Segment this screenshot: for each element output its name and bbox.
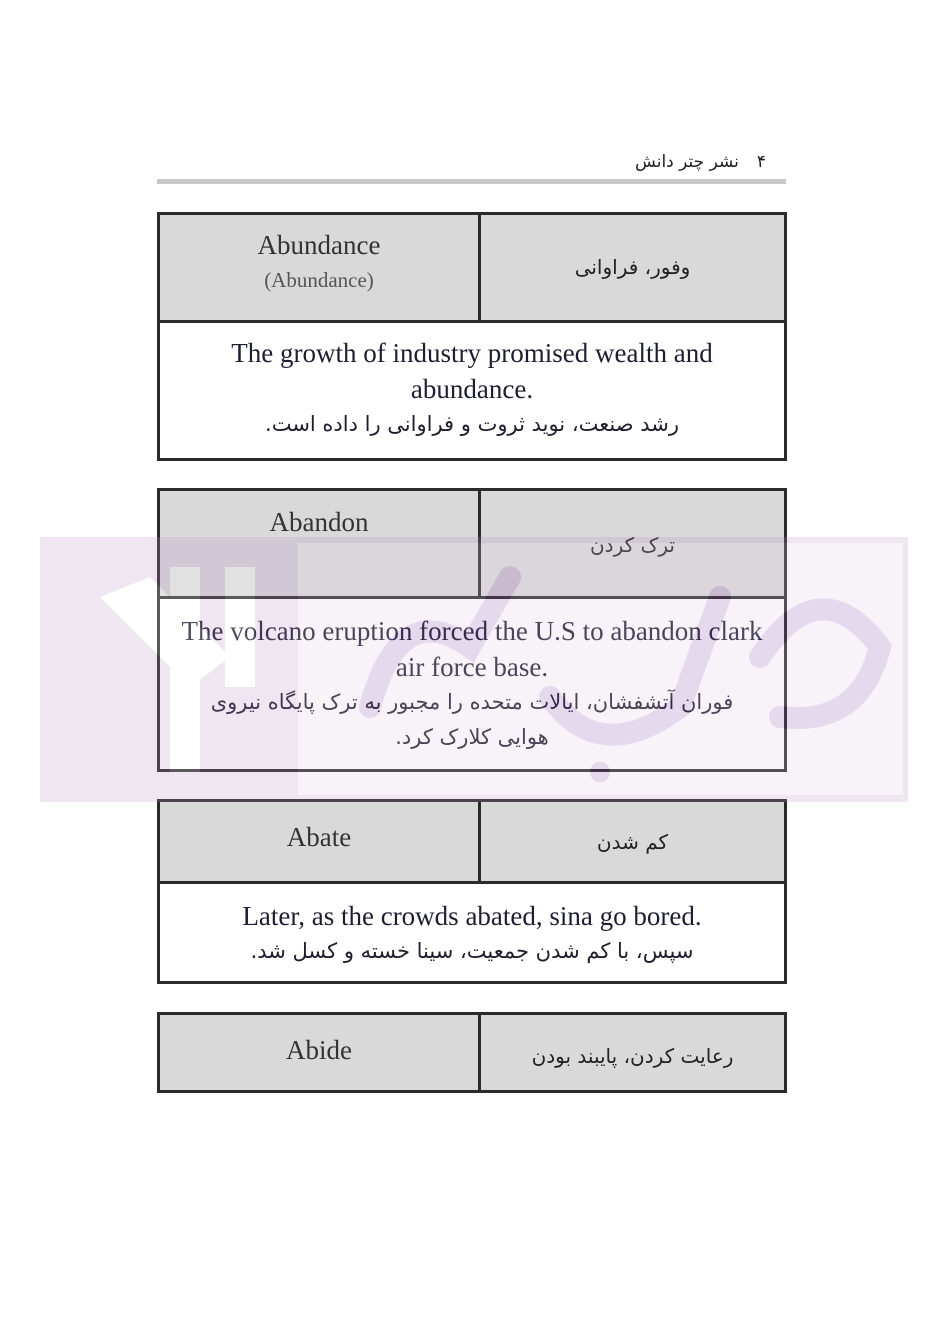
- persian-meaning-cell: [481, 215, 784, 320]
- example-english: The growth of industry promised wealth and abundance.: [231, 338, 713, 404]
- persian-meaning-cell: [481, 491, 784, 596]
- english-word-cell: [160, 802, 481, 881]
- header-text: [635, 152, 766, 172]
- example-persian: سپس، با کم شدن جمعیت، سینا خسته و کسل شد.: [250, 939, 694, 963]
- example-english: Later, as the crowds abated, sina go bored.: [242, 901, 702, 931]
- card-header: [160, 802, 784, 881]
- publisher-name: نشر چتر دانش: [635, 152, 739, 172]
- card-header: [160, 491, 784, 596]
- persian-meaning-cell: [481, 802, 784, 881]
- vocab-card-abundance: [157, 212, 787, 461]
- card-header: [160, 215, 784, 320]
- vocab-card-abandon: [157, 488, 787, 772]
- card-example: [160, 596, 784, 769]
- example-english: The volcano eruption forced the U.S to abandon clark air force base.: [181, 616, 763, 682]
- example-persian: رشد صنعت، نوید ثروت و فراوانی را داده است.: [265, 412, 679, 436]
- english-word: Abandon: [269, 507, 369, 537]
- persian-meaning: رعایت کردن، پایبند بودن: [531, 1044, 734, 1068]
- english-word-cell: [160, 491, 481, 596]
- page-header: [157, 150, 786, 184]
- card-example: [160, 320, 784, 458]
- english-word-cell: [160, 215, 481, 320]
- vocab-card-abide: [157, 1012, 787, 1093]
- english-word: Abide: [286, 1035, 352, 1065]
- persian-meaning-cell: [481, 1015, 784, 1090]
- card-header: [160, 1015, 784, 1090]
- persian-meaning: وفور، فراوانی: [574, 255, 691, 279]
- example-persian: فوران آتشفشان، ایالات متحده را مجبور به ترک پایگاه نیروی هوایی کلارک کرد.: [210, 690, 734, 749]
- english-word-sub: (Abundance): [264, 268, 374, 292]
- persian-meaning: کم شدن: [596, 830, 669, 854]
- page-number: ۴: [756, 152, 766, 172]
- card-example: [160, 881, 784, 981]
- persian-meaning: ترک کردن: [589, 533, 675, 557]
- vocab-card-abate: [157, 799, 787, 984]
- english-word-cell: [160, 1015, 481, 1090]
- english-word: Abundance: [257, 230, 381, 260]
- english-word: Abate: [286, 822, 352, 852]
